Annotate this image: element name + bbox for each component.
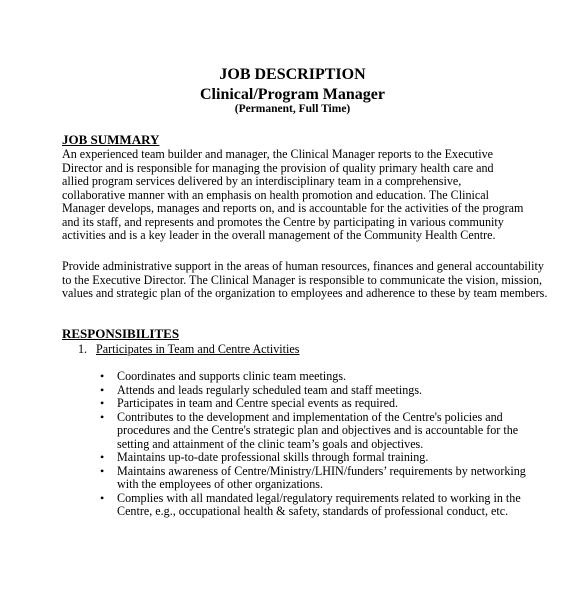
bullet-line: Centre, e.g., occupational health & safety, standards of professional conduct, etc. — [117, 504, 509, 518]
item-number: 1. — [78, 342, 88, 356]
bullet-item — [100, 370, 520, 384]
bullet-icon: • — [100, 463, 105, 478]
paragraph-line: activities and is a key leader in the overall management of the Community Health Centre. — [62, 228, 496, 242]
paragraph-line: collaborative manner with an emphasis on health promotion and education. The Clinical — [62, 187, 489, 202]
paragraph-line: Manager develops, manages and reports on, and is accountable for the activities of the program — [62, 201, 524, 215]
item-title: Participates in Team and Centre Activities — [96, 342, 300, 356]
bullet-item — [100, 463, 526, 492]
bullet-line: procedures and the Centre's strategic plan and objectives and is accountable for the — [117, 423, 519, 437]
bullet-line: setting and attainment of the clinic team’s goals and objectives. — [117, 436, 424, 451]
bullet-item — [100, 451, 520, 465]
paragraph-line: allied program services delivered by an interdisciplinary team in a comprehensive, — [62, 174, 462, 188]
responsibility-bullets — [100, 369, 526, 519]
bullet-item — [100, 492, 520, 519]
summary-paragraph-2 — [62, 259, 548, 301]
numbered-item — [78, 342, 299, 356]
responsibilities-heading: RESPONSIBILITES — [62, 326, 180, 341]
document-title: JOB DESCRIPTION — [219, 66, 366, 83]
bullet-icon: • — [100, 490, 105, 505]
bullet-icon: • — [100, 396, 105, 410]
bullet-line: Contributes to the development and implementation of the Centre's policies and — [117, 409, 503, 424]
document-subtitle: Clinical/Program Manager — [200, 86, 385, 103]
bullet-item — [100, 397, 520, 411]
bullet-item — [100, 411, 520, 452]
paragraph-line: Provide administrative support in the areas of human resources, finances and general accountability — [62, 259, 544, 273]
bullet-line: Maintains awareness of Centre/Ministry/LHIN/funders’ requirements by networking — [117, 463, 526, 478]
paragraph-line: Director and is responsible for managing the provision of quality primary health care and — [62, 160, 494, 175]
paragraph-line: values and strategic plan of the organization to employees and adherence to these by team members. — [62, 286, 548, 300]
paragraph-line: An experienced team builder and manager, the Clinical Manager reports to the Executive — [62, 147, 494, 161]
bullet-line: Attends and leads regularly scheduled team and staff meetings. — [117, 382, 423, 397]
bullet-line: Maintains up-to-date professional skills through formal training. — [117, 450, 429, 464]
bullet-icon: • — [100, 409, 105, 424]
paragraph-line: and its staff, and represents and promotes the Centre by participating in various community — [62, 214, 504, 229]
bullet-icon: • — [100, 369, 105, 383]
paragraph-line: to the Executive Director. The Clinical Manager is responsible to communicate the vision, mission, — [62, 272, 543, 287]
employment-type: (Permanent, Full Time) — [234, 103, 351, 115]
bullet-line: with the employees of other organizations. — [117, 477, 323, 491]
bullet-line: Complies with all mandated legal/regulatory requirements related to working in the — [117, 490, 521, 505]
bullet-icon: • — [100, 450, 105, 464]
summary-paragraph-1 — [62, 148, 537, 243]
bullet-line: Coordinates and supports clinic team meetings. — [117, 369, 347, 383]
bullet-line: Participates in team and Centre special events as required. — [117, 396, 399, 410]
bullet-item — [100, 384, 520, 398]
bullet-icon: • — [100, 382, 105, 397]
job-summary-heading: JOB SUMMARY — [62, 132, 160, 147]
